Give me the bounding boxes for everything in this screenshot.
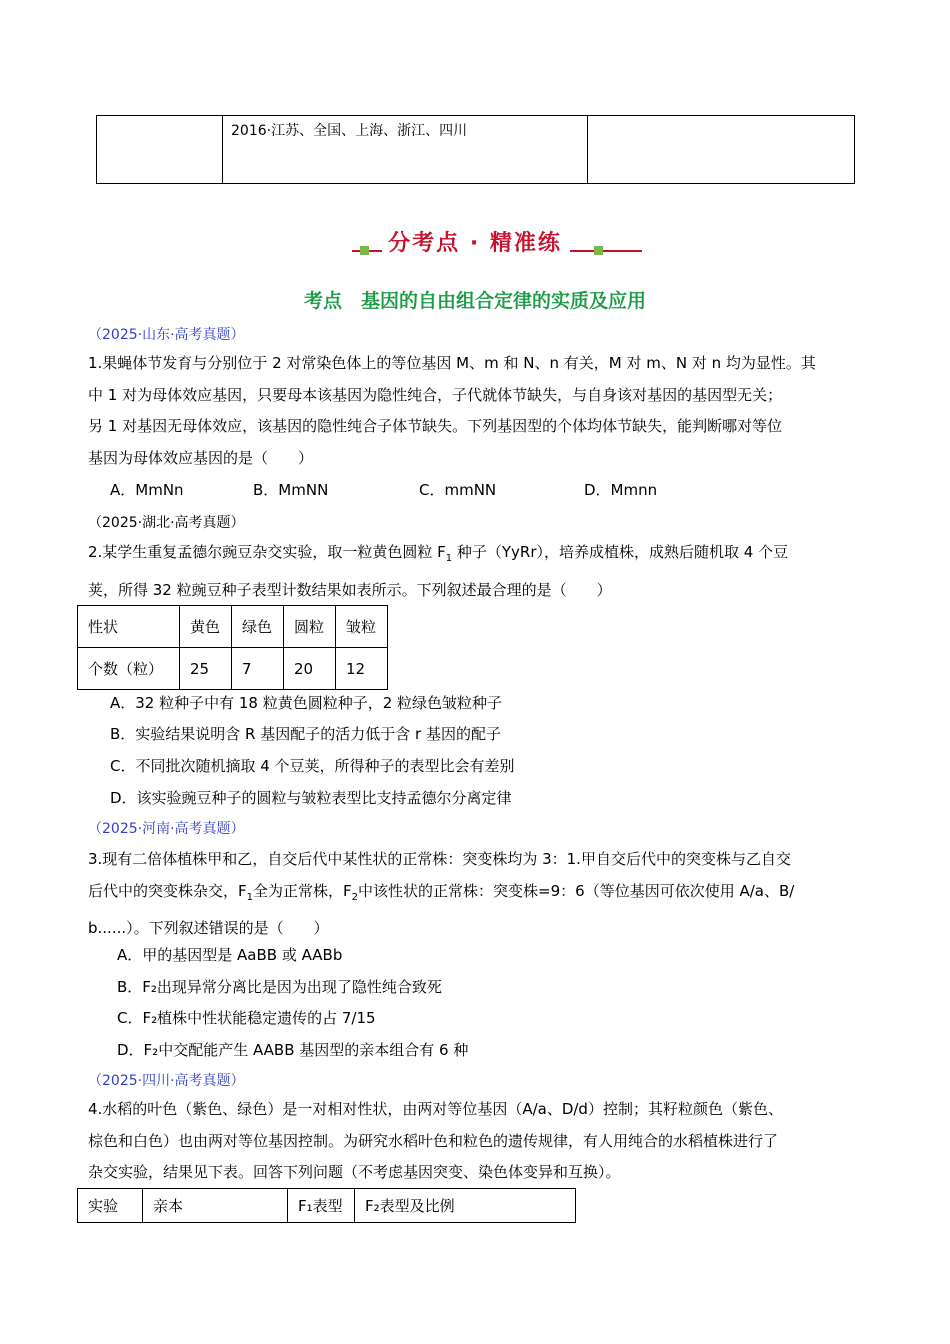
banner-title: 分考点 · 精准练 [388,231,562,256]
question-source: （2025·湖北·高考真题） [88,515,245,531]
option-a: A．甲的基因型是 AaBB 或 AABb [117,946,343,964]
text-line: 后代中的突变株杂交，$F_1$全为正常株，$F_2$中该性状的正常株：突变株=9：6（等位基因可依次使用 A/a、B/ [88,881,795,903]
text-line: 荚，所得 32 粒豌豆种子表型计数结果如表所示。下列叙述最合理的是（ ） [88,580,612,599]
experiment-table [77,1188,576,1223]
question-3-text [88,844,863,945]
question-4-text [88,1094,863,1189]
text-line: b......）。下列叙述错误的是（ ） [88,919,329,937]
table-header: F₁表型 [288,1189,355,1223]
table-header: 黄色 [180,606,232,648]
table-header: 性状 [78,606,180,648]
text-line: 中 1 对为母体效应基因，只要母本该基因为隐性纯合，子代就体节缺失，与自身该对基因的基因型无关； [88,385,783,404]
option-d: D．Mmnn [584,481,658,499]
text-line: 1.果蝇体节发育与分别位于 2 对常染色体上的等位基因 M、m 和 N、n 有关，M 对 m、N 对 n 均为显性。其 [88,354,816,372]
text-line: 2.某学生重复孟德尔豌豆杂交实验，取一粒黄色圆粒 $F_1$ 种子（YyRr），培养成植株，成熟后随机取 4 个豆 [88,543,789,564]
top-table [96,115,855,184]
option-d: D．F₂中交配能产生 AABB 基因型的亲本组合有 6 种 [117,1041,469,1059]
option-c: C．mmNN [419,481,497,499]
table-cell: 个数（粒） [78,648,180,690]
table-cell [97,116,223,184]
option-a: A．MmNn [110,481,184,499]
table-cell: 7 [232,648,284,690]
banner-square-left [360,246,369,255]
question-source: （2025·河南·高考真题） [88,821,245,837]
table-cell: 20 [284,648,336,690]
table-header: 绿色 [232,606,284,648]
table-row [78,1189,576,1223]
option-c: C．不同批次随机摘取 4 个豆荚，所得种子的表型比会有差别 [110,757,515,775]
option-b: B．F₂出现异常分离比是因为出现了隐性纯合致死 [117,978,442,996]
section-title: 考点 基因的自由组合定律的实质及应用 [303,290,646,312]
table-row [78,606,388,648]
table-row [78,648,388,690]
banner-line-right [570,250,642,252]
question-source: （2025·山东·高考真题） [88,327,245,343]
section-banner [0,222,950,266]
question-source: （2025·四川·高考真题） [88,1073,245,1089]
table-cell: 2016·江苏、全国、上海、浙江、四川 [223,116,588,184]
option-b: B．实验结果说明含 R 基因配子的活力低于含 r 基因的配子 [110,725,501,743]
table-cell: 25 [180,648,232,690]
text-line: 另 1 对基因无母体效应，该基因的隐性纯合子体节缺失。下列基因型的个体均体节缺失，能判断哪对等位 [88,417,783,435]
table-row [97,116,855,184]
text-line: 基因为母体效应基因的是（ ） [88,448,314,467]
text-line: 3.现有二倍体植株甲和乙，自交后代中某性状的正常株：突变株均为 3：1.甲自交后代中的突变株与乙自交 [88,850,791,868]
count-table [77,605,388,690]
option-b: B．MmNN [253,481,329,499]
option-c: C．F₂植株中性状能稳定遗传的占 7/15 [117,1009,376,1027]
banner-square-right [594,246,603,255]
option-d: D．该实验豌豆种子的圆粒与皱粒表型比支持孟德尔分离定律 [110,789,512,807]
option-a: A．32 粒种子中有 18 粒黄色圆粒种子，2 粒绿色皱粒种子 [110,694,503,712]
table-cell: 12 [336,648,388,690]
table-header: 亲本 [143,1189,288,1223]
table-header: F₂表型及比例 [355,1189,576,1223]
question-2-text [88,537,863,606]
question-1-text [88,348,863,474]
table-header: 圆粒 [284,606,336,648]
table-header: 皱粒 [336,606,388,648]
text-line: 棕色和白色）也由两对等位基因控制。为研究水稻叶色和粒色的遗传规律，有人用纯合的水稻植株进行了 [88,1131,779,1150]
table-header: 实验 [78,1189,143,1223]
text-line: 4.水稻的叶色（紫色、绿色）是一对相对性状，由两对等位基因（A/a、D/d）控制；其籽粒颜色（紫色、 [88,1100,783,1118]
table-cell [588,116,855,184]
text-line: 杂交实验，结果见下表。回答下列问题（不考虑基因突变、染色体变异和互换）。 [88,1163,621,1181]
